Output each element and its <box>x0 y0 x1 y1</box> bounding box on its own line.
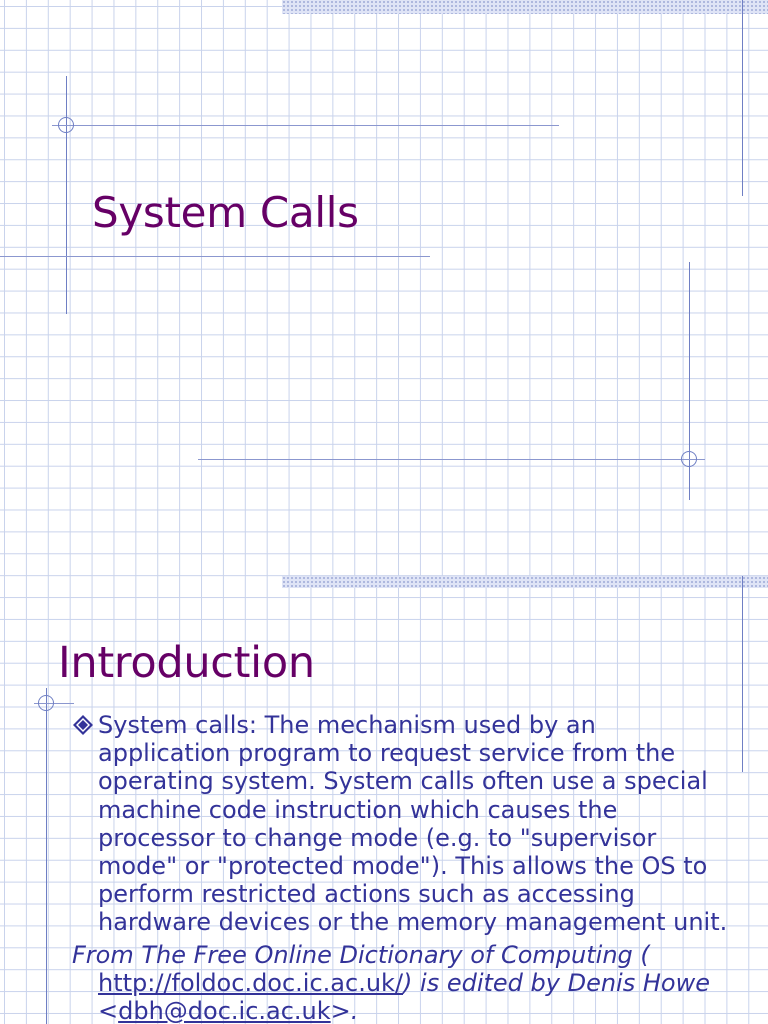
slide-2 <box>0 576 768 1024</box>
decor-horizontal-line <box>198 459 705 460</box>
crosshair-circle-icon <box>681 451 697 467</box>
decor-horizontal-line <box>52 125 559 126</box>
dotted-header-band <box>282 576 768 588</box>
citation <box>72 941 732 1024</box>
bullet-item <box>72 711 732 937</box>
slide-title: Introduction <box>58 638 315 688</box>
email-link[interactable]: dbh@doc.ic.ac.uk <box>118 997 331 1024</box>
crosshair-circle-icon <box>38 695 54 711</box>
foldoc-link[interactable]: http://foldoc.doc.ic.ac.uk/ <box>98 968 404 997</box>
email-close: >. <box>330 997 359 1024</box>
crosshair-circle-icon <box>58 117 74 133</box>
bullet-text: System calls: The mechanism used by an application program to request service from the operating system. System calls often use a special machine code instruction which causes the processor to change mode (e.g. to "supervisor mode" or "protected mode"). This allows the OS to perform restricted actions such as accessing hardware devices or the memory management unit. <box>98 711 728 937</box>
dotted-header-band <box>282 0 768 14</box>
decor-horizontal-line <box>0 256 430 257</box>
decor-vertical-line <box>66 76 67 314</box>
email-open: < <box>98 997 119 1024</box>
decor-vertical-line <box>46 688 47 1024</box>
decor-vertical-line <box>742 0 743 196</box>
slide-body <box>72 711 732 1024</box>
citation-prefix: From The Free Online Dictionary of Computing ( <box>72 940 650 969</box>
citation-middle: ) is edited by Denis Howe <box>403 968 710 997</box>
slide-title: System Calls <box>92 188 359 237</box>
diamond-bullet-icon <box>72 714 94 736</box>
decor-vertical-line <box>742 576 743 772</box>
